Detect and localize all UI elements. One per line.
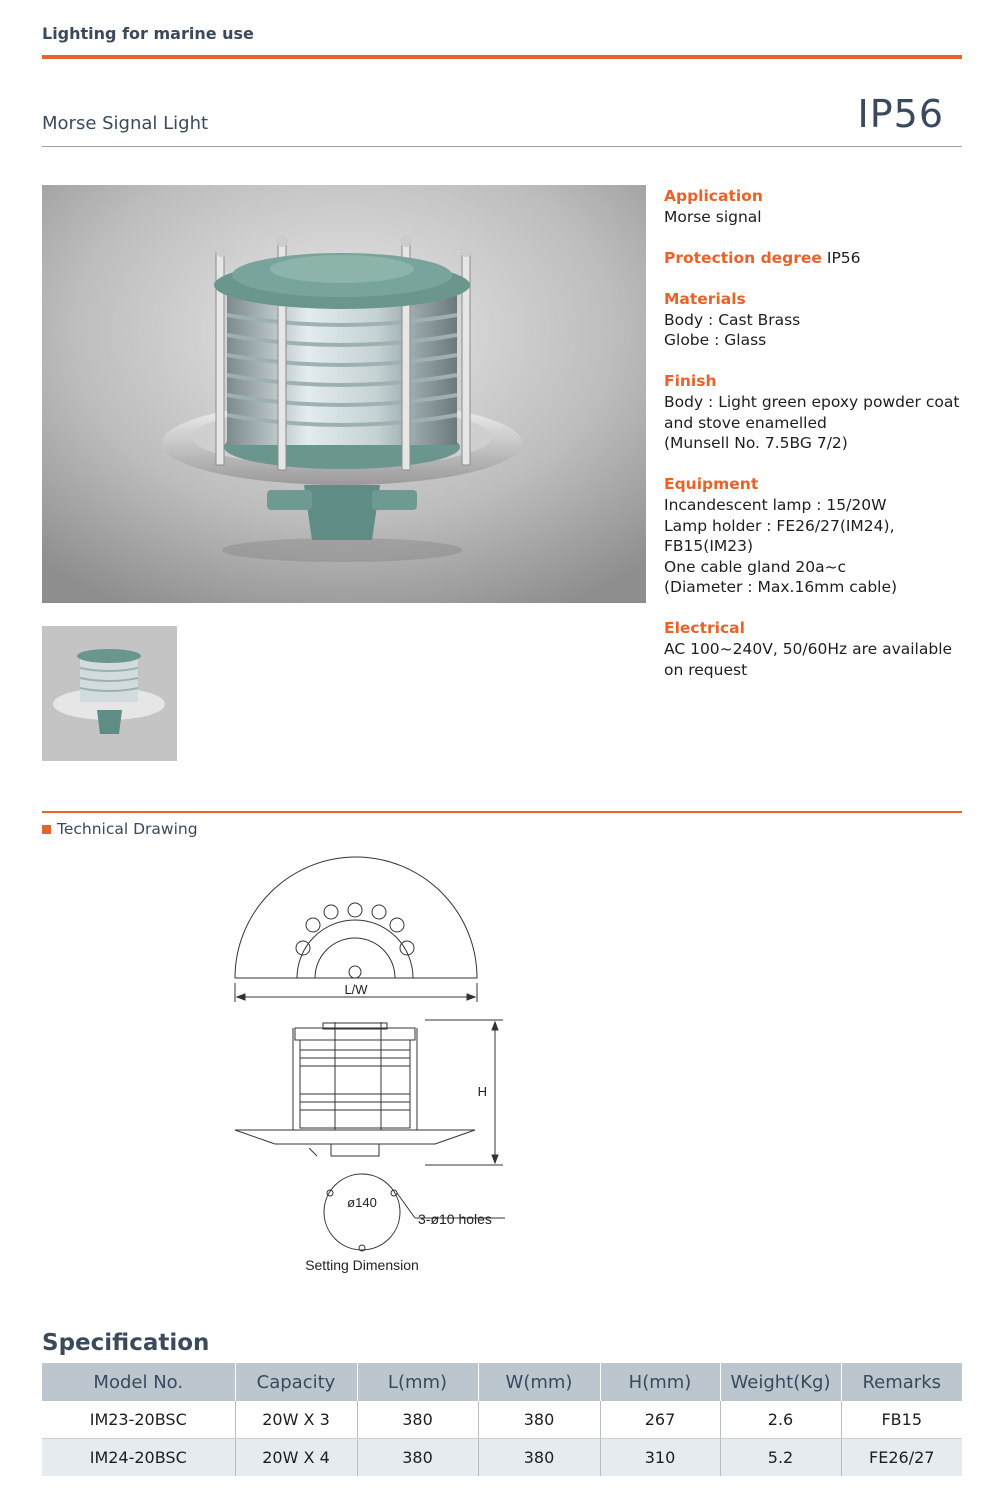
table-cell: 2.6 bbox=[720, 1401, 841, 1439]
ip-rating: IP56 bbox=[857, 92, 944, 136]
finish-section bbox=[664, 371, 964, 453]
table-cell: 310 bbox=[600, 1439, 720, 1477]
electrical-line: AC 100~240V, 50/60Hz are available bbox=[664, 640, 953, 659]
application-label: Application bbox=[664, 187, 763, 205]
product-photo bbox=[42, 185, 646, 603]
table-cell: 380 bbox=[478, 1401, 600, 1439]
table-header-row bbox=[42, 1363, 962, 1401]
table-row bbox=[42, 1401, 962, 1439]
table-cell: 380 bbox=[357, 1439, 478, 1477]
table-cell: 20W X 3 bbox=[235, 1401, 357, 1439]
specification-title: Specification bbox=[42, 1330, 210, 1356]
protection-value: IP56 bbox=[826, 248, 861, 267]
electrical-label: Electrical bbox=[664, 619, 745, 638]
title-divider bbox=[42, 146, 962, 147]
application-section bbox=[664, 186, 964, 227]
header-divider bbox=[42, 55, 962, 59]
category-label: Lighting for marine use bbox=[42, 24, 254, 43]
materials-line: Body : Cast Brass bbox=[664, 310, 801, 329]
equipment-line: FB15(IM23) bbox=[664, 537, 754, 556]
materials-line: Globe : Glass bbox=[664, 331, 767, 350]
table-cell: 380 bbox=[357, 1401, 478, 1439]
application-value: Morse signal bbox=[664, 207, 762, 226]
product-thumbnail[interactable] bbox=[42, 626, 177, 761]
equipment-line: One cable gland 20a~c bbox=[664, 557, 847, 576]
column-header: Weight(Kg) bbox=[720, 1363, 841, 1401]
column-header: H(mm) bbox=[600, 1363, 720, 1401]
electrical-section bbox=[664, 618, 964, 680]
column-header: Capacity bbox=[235, 1363, 357, 1401]
equipment-line: (Diameter : Max.16mm cable) bbox=[664, 578, 898, 597]
column-header: W(mm) bbox=[478, 1363, 600, 1401]
setting-dimension-caption: Setting Dimension bbox=[305, 1257, 419, 1273]
table-cell: 380 bbox=[478, 1439, 600, 1477]
technical-drawing-title: Technical Drawing bbox=[57, 820, 198, 838]
table-cell: 267 bbox=[600, 1401, 720, 1439]
materials-label: Materials bbox=[664, 289, 746, 308]
equipment-line: Incandescent lamp : 15/20W bbox=[664, 495, 887, 514]
table-cell: FE26/27 bbox=[841, 1439, 962, 1477]
column-header: Model No. bbox=[42, 1363, 235, 1401]
electrical-line: on request bbox=[664, 660, 748, 679]
dim-h-label: H bbox=[477, 1084, 487, 1099]
equipment-line: Lamp holder : FE26/27(IM24), bbox=[664, 516, 895, 535]
finish-line: (Munsell No. 7.5BG 7/2) bbox=[664, 434, 848, 453]
spec-details bbox=[664, 186, 964, 701]
finish-label: Finish bbox=[664, 372, 717, 391]
dim-lw-label: L/W bbox=[344, 982, 368, 997]
dim-holes-label: 3-ø10 holes bbox=[418, 1211, 492, 1227]
finish-line: and stove enamelled bbox=[664, 413, 827, 432]
table-cell: 20W X 4 bbox=[235, 1439, 357, 1477]
column-header: L(mm) bbox=[357, 1363, 478, 1401]
dim-diameter-label: ø140 bbox=[347, 1195, 377, 1210]
table-cell: IM23-20BSC bbox=[42, 1401, 235, 1439]
protection-label: Protection degree bbox=[664, 248, 822, 267]
table-cell: 5.2 bbox=[720, 1439, 841, 1477]
table-row bbox=[42, 1439, 962, 1477]
section-divider bbox=[42, 811, 962, 813]
equipment-section bbox=[664, 474, 964, 598]
equipment-label: Equipment bbox=[664, 475, 759, 494]
table-cell: FB15 bbox=[841, 1401, 962, 1439]
finish-line: Body : Light green epoxy powder coat bbox=[664, 392, 960, 411]
product-title: Morse Signal Light bbox=[42, 113, 209, 134]
technical-drawing bbox=[225, 850, 525, 1280]
materials-section bbox=[664, 289, 964, 351]
protection-section bbox=[664, 248, 964, 269]
column-header: Remarks bbox=[841, 1363, 962, 1401]
table-cell: IM24-20BSC bbox=[42, 1439, 235, 1477]
specification-table bbox=[42, 1363, 962, 1476]
section-bullet-icon bbox=[42, 825, 51, 834]
